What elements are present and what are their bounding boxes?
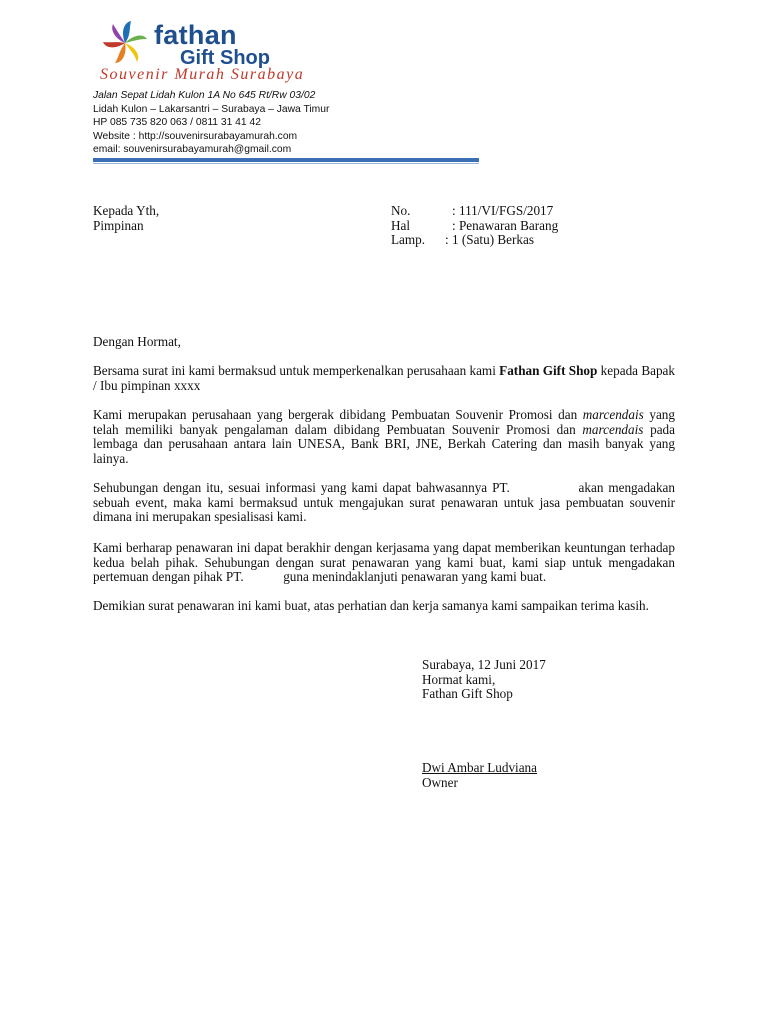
- letterhead-divider: [93, 158, 479, 162]
- meta-no: [391, 204, 558, 219]
- italic-term: marcendais: [582, 407, 644, 422]
- paragraph-text: kepada Bapak / Ibu pimpinan xxxx: [93, 363, 676, 393]
- salutation: Dengan Hormat,: [93, 334, 181, 349]
- recipient-line: Kepada Yth,: [93, 203, 160, 218]
- letterhead-address: [93, 89, 329, 157]
- signature-closing: Hormat kami,: [422, 671, 496, 687]
- italic-term: marcendais: [582, 421, 644, 437]
- paragraph-closing: Demikian surat penawaran ini kami buat, atas perhatian dan kerja samanya kami sampaikan terima kasih.: [93, 598, 649, 613]
- meta-hal-label: Hal: [391, 217, 411, 233]
- website-line: Website : http://souvenirsurabayamurah.com: [93, 130, 298, 142]
- paragraph-text: Kami merupakan perusahaan yang bergerak dibidang Pembuatan Souvenir Promosi dan: [93, 407, 583, 422]
- signature-place-date: Surabaya, 12 Juni 2017: [422, 657, 546, 672]
- address-line: Lidah Kulon – Lakarsantri – Surabaya – Jawa Timur: [93, 103, 330, 115]
- meta-lamp-label: Lamp.: [391, 232, 426, 247]
- recipient-block: [93, 204, 159, 233]
- signature-company: Fathan Gift Shop: [422, 686, 513, 701]
- address-line: Jalan Sepat Lidah Kulon 1A No 645 Rt/Rw 03/02: [93, 90, 316, 101]
- meta-lamp: [391, 233, 558, 248]
- paragraph-text: Bersama surat ini kami bermaksud untuk memperkenalkan perusahaan kami: [93, 363, 500, 378]
- meta-no-label: No.: [391, 203, 411, 218]
- paragraph-text: yang telah memiliki banyak pengalaman dalam dibidang Pembuatan Souvenir Promosi dan: [93, 407, 675, 437]
- logo-petal-yellow: [125, 43, 138, 62]
- meta-hal: [391, 219, 558, 234]
- signer-name: Dwi Ambar Ludviana: [422, 760, 537, 775]
- phone-line: HP 085 735 820 063 / 0811 31 41 42: [93, 117, 261, 128]
- paragraph-hope: Kami berharap penawaran ini dapat berakhir dengan kerjasama yang dapat memberikan keuntungan terhadap kedua belah pihak. Sehubungan dengan surat penawaran yang kami buat, kami siap untuk mengadakan pertemuan dengan pihak PT. guna menindaklanjuti penawaran yang kami buat.: [93, 540, 679, 584]
- letterhead-logo: [100, 20, 320, 90]
- pinwheel-logo-icon: [100, 20, 150, 66]
- meta-hal-value: : Penawaran Barang: [452, 217, 559, 233]
- brand-tagline: Souvenir Murah Surabaya: [100, 66, 305, 83]
- signature-block: [422, 658, 546, 702]
- logo-petal-red: [103, 42, 125, 47]
- meta-lamp-value: : 1 (Satu) Berkas: [445, 232, 534, 247]
- signer-block: [422, 761, 537, 790]
- letter-meta: [391, 204, 558, 248]
- letterhead-divider-thin: [93, 163, 479, 164]
- brand-subname: Gift Shop: [180, 47, 270, 69]
- company-name-bold: Fathan Gift Shop: [499, 363, 598, 378]
- paragraph-intro: [93, 364, 675, 393]
- email-line: email: souvenirsurabayamurah@gmail.com: [93, 144, 292, 155]
- paragraph-company: [93, 408, 675, 466]
- brand-name: fathan: [154, 20, 237, 50]
- recipient-line: Pimpinan: [93, 217, 144, 233]
- paragraph-text: pada lembaga dan perusahaan antara lain UNESA, Bank BRI, JNE, Berkah Catering dan masih banyak yang lainya.: [93, 421, 675, 466]
- meta-no-value: : 111/VI/FGS/2017: [452, 203, 554, 218]
- signer-title: Owner: [422, 774, 458, 790]
- paragraph-event: Sehubungan dengan itu, sesuai informasi yang kami dapat bahwasannya PT. akan mengadakan sebuah event, maka kami bermaksud untuk mengajukan surat penawaran untuk jasa pembuatan souvenir dimana ini merupakan spesialisasi kami.: [93, 480, 679, 524]
